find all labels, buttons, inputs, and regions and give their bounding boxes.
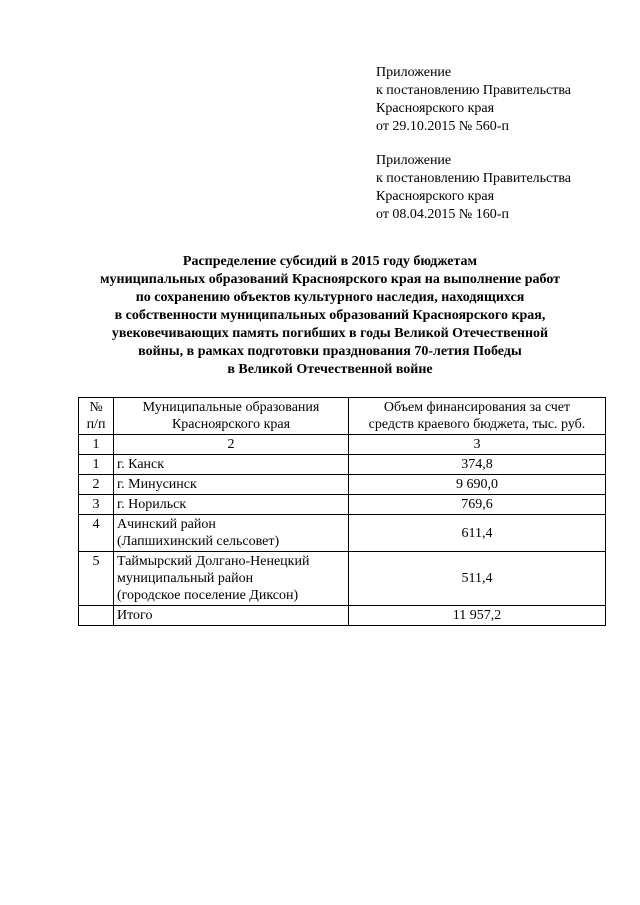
total-num — [79, 606, 114, 626]
appendix-block-original — [376, 152, 636, 224]
row-num: 5 — [79, 552, 114, 606]
row-amount: 374,8 — [349, 455, 606, 475]
table-row — [79, 552, 606, 606]
row-name-line: г. Минусинск — [117, 477, 197, 492]
header-num-line: п/п — [86, 417, 106, 432]
row-num: 3 — [79, 495, 114, 515]
title-line: увековечивающих память погибших в годы Великой Отечественной — [111, 326, 549, 341]
table-row — [79, 475, 606, 495]
row-num: 2 — [79, 475, 114, 495]
row-amount: 769,6 — [349, 495, 606, 515]
title-line: в Великой Отечественной войне — [227, 362, 433, 377]
appendix-line: от 29.10.2015 № 560-п — [376, 119, 509, 134]
title-line: по сохранению объектов культурного наследия, находящихся — [135, 290, 525, 305]
row-amount: 9 690,0 — [349, 475, 606, 495]
row-amount: 611,4 — [349, 515, 606, 552]
row-name — [114, 455, 349, 475]
table-row — [79, 495, 606, 515]
row-name-line: Ачинский район — [117, 517, 216, 532]
row-name — [114, 552, 349, 606]
header-name-line: Красноярского края — [171, 417, 291, 432]
column-number: 2 — [114, 435, 349, 455]
row-name — [114, 515, 349, 552]
row-name-line: Таймырский Долгано-Ненецкий — [117, 554, 310, 569]
row-name-line: (Лапшихинский сельсовет) — [117, 534, 280, 549]
appendix-line: Красноярского края — [376, 189, 495, 204]
appendix-line: Приложение — [376, 65, 452, 80]
appendix-block-current — [376, 64, 636, 136]
column-number-row — [79, 435, 606, 455]
total-row — [79, 606, 606, 626]
title-line: Распределение субсидий в 2015 году бюджетам — [182, 254, 478, 269]
row-name — [114, 475, 349, 495]
row-name-line: г. Канск — [117, 457, 165, 472]
appendix-line: Приложение — [376, 153, 452, 168]
document-title — [60, 253, 600, 379]
total-label: Итого — [114, 606, 349, 626]
subsidy-table — [78, 397, 606, 626]
header-amount-line: Объем финансирования за счет — [383, 400, 571, 415]
appendix-line: от 08.04.2015 № 160-п — [376, 207, 509, 222]
appendix-line: к постановлению Правительства — [376, 83, 572, 98]
row-num: 4 — [79, 515, 114, 552]
title-line: муниципальных образований Красноярского края на выполнение работ — [99, 272, 561, 287]
row-name — [114, 495, 349, 515]
row-name-line: (городское поселение Диксон) — [117, 588, 299, 603]
header-num-line: № — [89, 400, 103, 415]
header-name-line: Муниципальные образования — [142, 400, 320, 415]
row-name-line: г. Норильск — [117, 497, 187, 512]
header-amount-line: средств краевого бюджета, тыс. руб. — [368, 417, 586, 432]
appendix-line: Красноярского края — [376, 101, 495, 116]
row-name-line: муниципальный район — [117, 571, 254, 586]
appendix-line: к постановлению Правительства — [376, 171, 572, 186]
column-number: 1 — [79, 435, 114, 455]
total-amount: 11 957,2 — [349, 606, 606, 626]
row-amount: 511,4 — [349, 552, 606, 606]
table-row — [79, 515, 606, 552]
table-row — [79, 455, 606, 475]
column-number: 3 — [349, 435, 606, 455]
title-line: в собственности муниципальных образований Красноярского края, — [114, 308, 546, 323]
header-num — [79, 398, 114, 435]
header-amount — [349, 398, 606, 435]
header-name — [114, 398, 349, 435]
title-line: войны, в рамках подготовки празднования 70-летия Победы — [138, 344, 522, 359]
row-num: 1 — [79, 455, 114, 475]
table-header-row — [79, 398, 606, 435]
